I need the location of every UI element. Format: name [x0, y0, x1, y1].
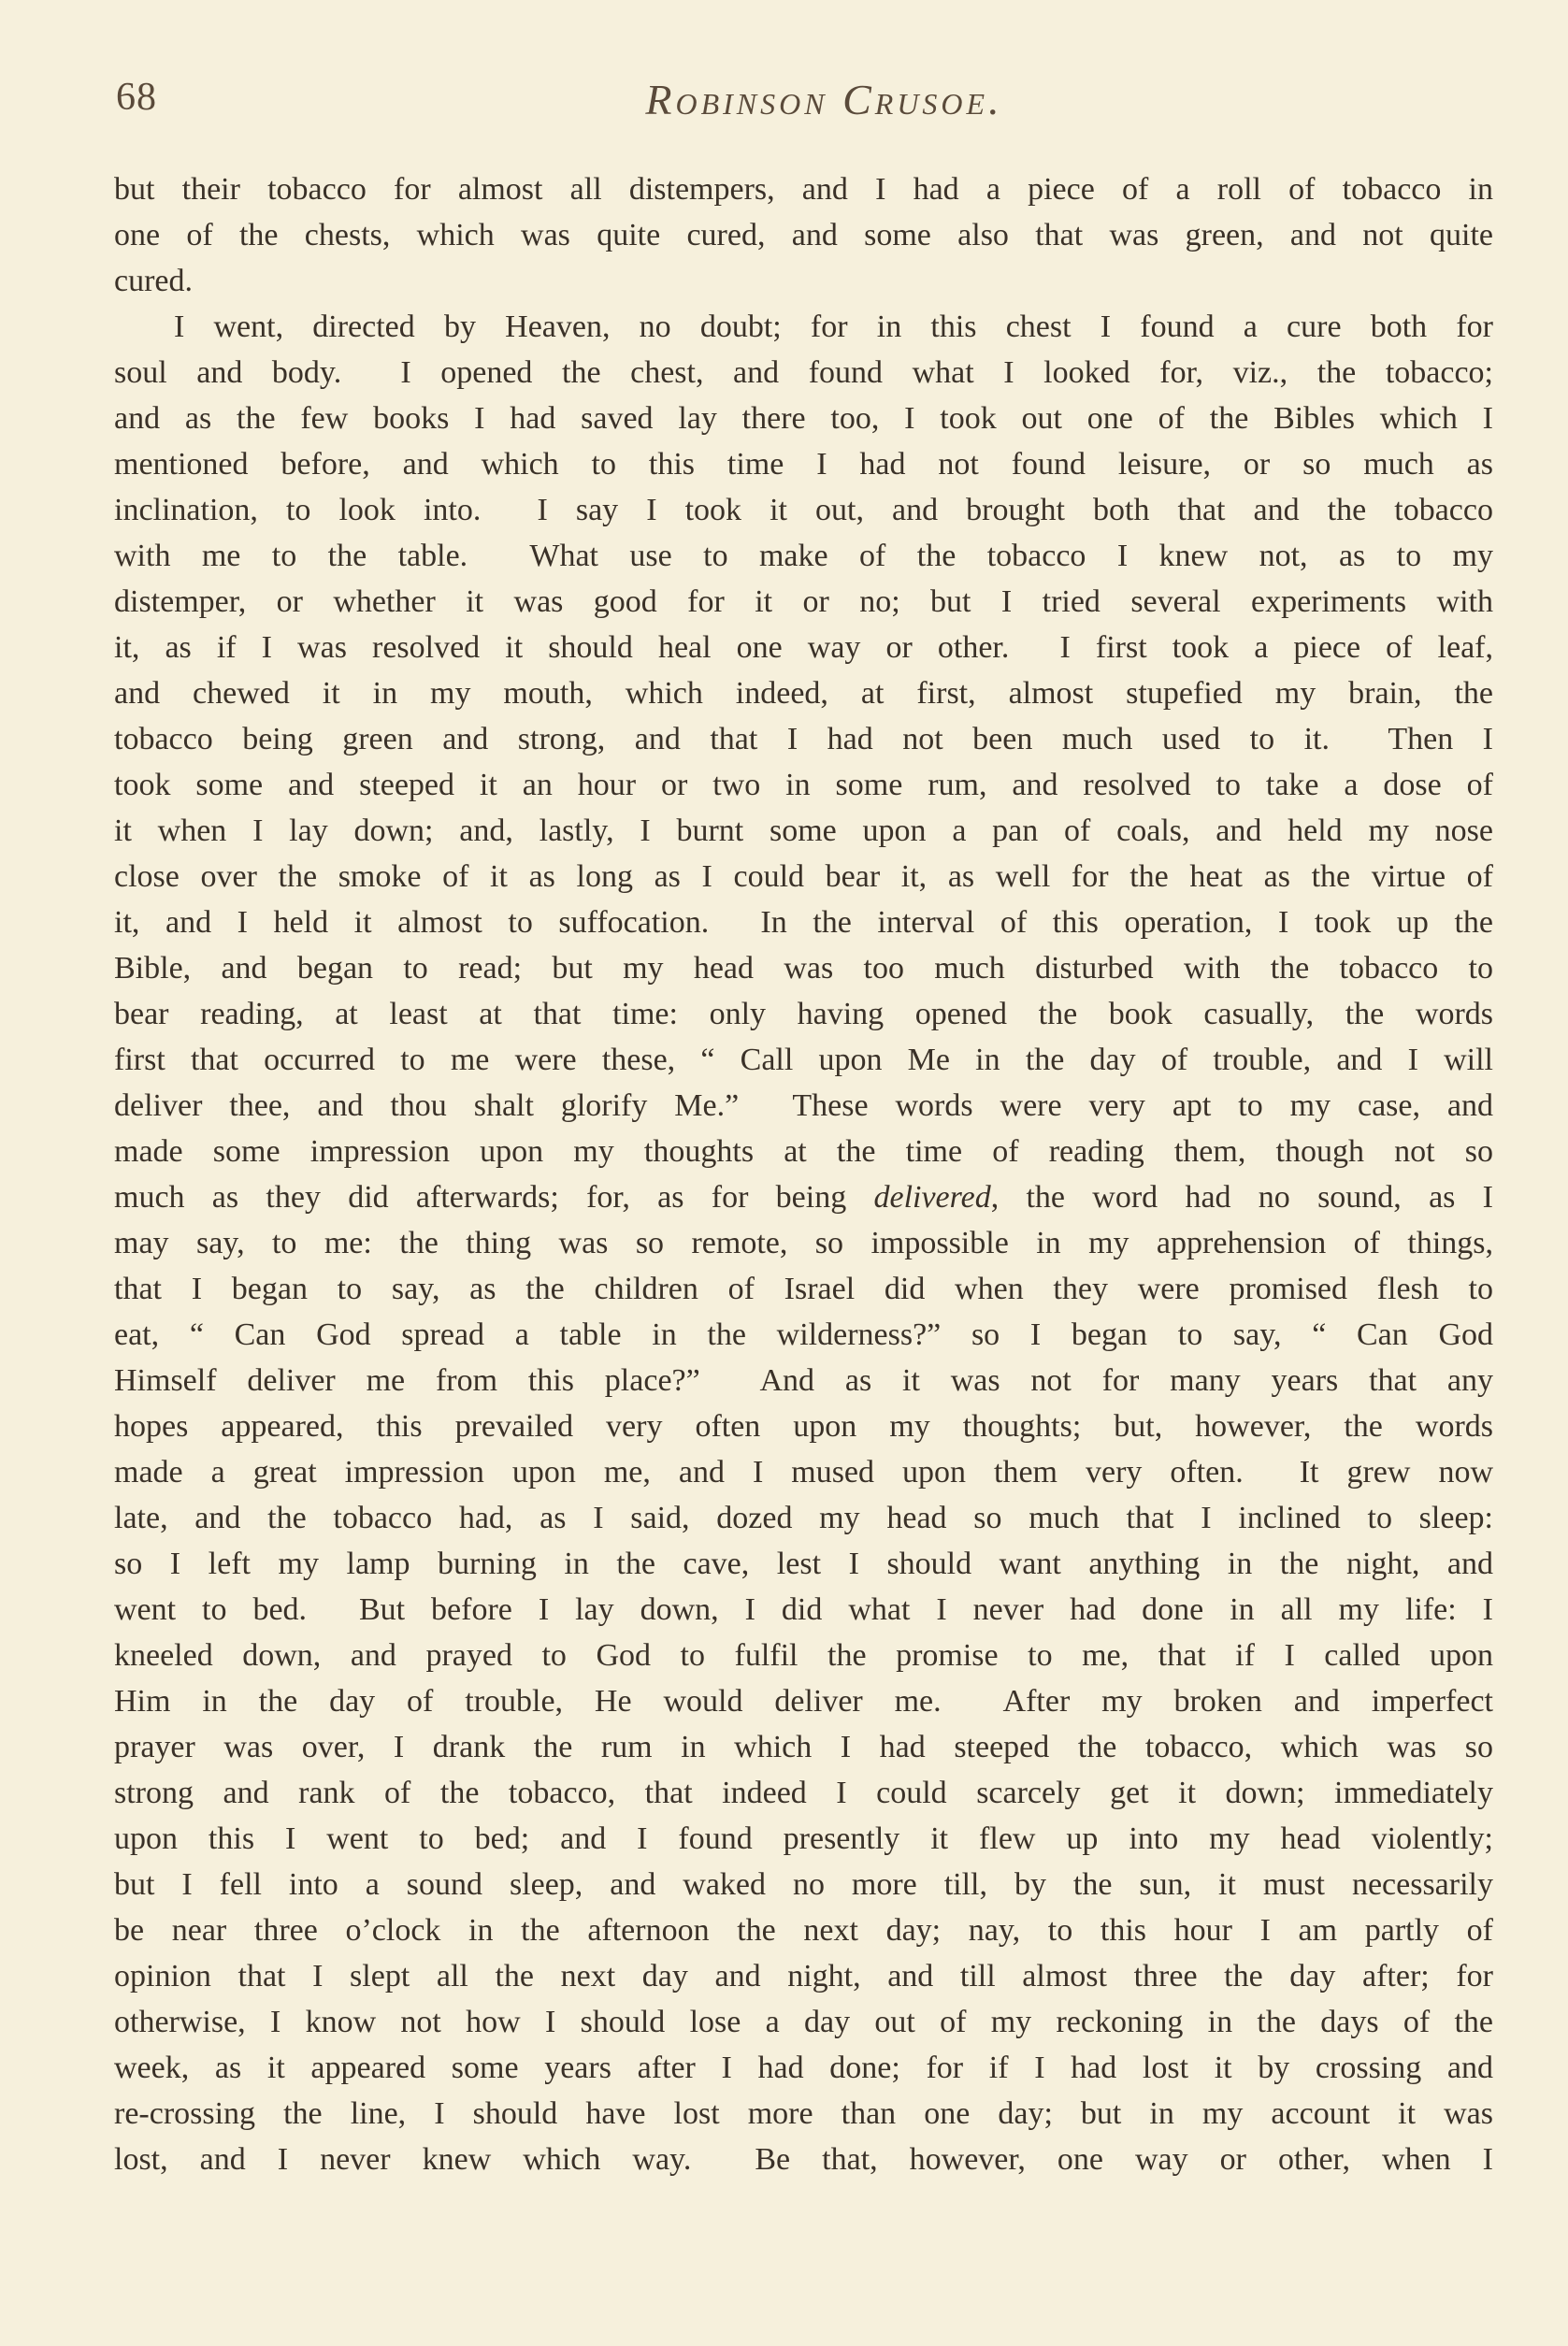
text-line: it, as if I was resolved it should heal one way or other. I first took a piece of leaf,: [114, 630, 1493, 665]
text-segment: , the word had no sound, as I: [990, 1180, 1493, 1215]
text-line: be near three o’clock in the afternoon the next day; nay, to this hour I am partly of: [114, 1913, 1493, 1948]
text-segment: much as they did afterwards; for, as for being: [114, 1180, 874, 1215]
text-line: distemper, or whether it was good for it or no; but I tried several experiments with: [114, 584, 1493, 619]
text-line: I went, directed by Heaven, no doubt; for in this chest I found a cure both for: [174, 309, 1493, 344]
text-line: close over the smoke of it as long as I could bear it, as well for the heat as the virtue of: [114, 859, 1493, 894]
italic-word: delivered: [873, 1180, 991, 1215]
text-line: went to bed. But before I lay down, I did what I never had done in all my life: I: [114, 1592, 1493, 1627]
text-line: Him in the day of trouble, He would deliver me. After my broken and imperfect: [114, 1684, 1493, 1719]
text-line: took some and steeped it an hour or two in some rum, and resolved to take a dose of: [114, 768, 1493, 802]
text-line: inclination, to look into. I say I took it out, and brought both that and the tobacco: [114, 493, 1493, 527]
text-line: eat, “ Can God spread a table in the wilderness?” so I began to say, “ Can God: [114, 1317, 1493, 1352]
text-line: made some impression upon my thoughts at the time of reading them, though not so: [114, 1134, 1493, 1169]
text-line: re-crossing the line, I should have lost more than one day; but in my account it was: [114, 2096, 1493, 2131]
text-line: that I began to say, as the children of Israel did when they were promised flesh to: [114, 1272, 1493, 1306]
text-line: strong and rank of the tobacco, that indeed I could scarcely get it down; immediately: [114, 1776, 1493, 1810]
text-line: upon this I went to bed; and I found presently it flew up into my head violently;: [114, 1821, 1493, 1856]
text-line: may say, to me: the thing was so remote, so impossible in my apprehension of things,: [114, 1226, 1493, 1260]
text-line: prayer was over, I drank the rum in which I had steeped the tobacco, which was so: [114, 1730, 1493, 1764]
text-line: cured.: [114, 264, 194, 298]
running-title: Robinson Crusoe.: [645, 76, 1003, 123]
text-line: it when I lay down; and, lastly, I burnt some upon a pan of coals, and held my nose: [114, 813, 1493, 848]
text-line: Himself deliver me from this place?” And as it was not for many years that any: [114, 1363, 1493, 1398]
text-line: lost, and I never knew which way. Be that, however, one way or other, when I: [114, 2142, 1493, 2177]
text-line: one of the chests, which was quite cured, and some also that was green, and not quite: [114, 218, 1493, 252]
text-line: deliver thee, and thou shalt glorify Me.” These words were very apt to my case, and: [114, 1088, 1493, 1123]
text-line: mentioned before, and which to this time I had not found leisure, or so much as: [114, 447, 1493, 482]
text-line: but I fell into a sound sleep, and waked no more till, by the sun, it must necessarily: [114, 1867, 1493, 1902]
text-line: so I left my lamp burning in the cave, lest I should want anything in the night, and: [114, 1547, 1493, 1581]
text-line: first that occurred to me were these, “ Call upon Me in the day of trouble, and I will: [114, 1043, 1493, 1077]
text-line: with me to the table. What use to make of the tobacco I knew not, as to my: [114, 539, 1493, 573]
text-line: opinion that I slept all the next day and night, and till almost three the day after; for: [114, 1959, 1493, 1993]
text-line: soul and body. I opened the chest, and found what I looked for, viz., the tobacco;: [114, 355, 1493, 390]
page-header: [116, 75, 1495, 140]
text-line: and chewed it in my mouth, which indeed, at first, almost stupefied my brain, the: [114, 676, 1493, 711]
text-line: tobacco being green and strong, and that I had not been much used to it. Then I: [114, 722, 1493, 756]
text-line: otherwise, I know not how I should lose a day out of my reckoning in the days of the: [114, 2005, 1493, 2039]
text-line: hopes appeared, this prevailed very often upon my thoughts; but, however, the words: [114, 1409, 1493, 1444]
body-text: [114, 166, 1493, 2182]
page-number: 68: [116, 76, 157, 119]
text-line: made a great impression upon me, and I mused upon them very often. It grew now: [114, 1455, 1493, 1490]
text-line: but their tobacco for almost all distempers, and I had a piece of a roll of tobacco in: [114, 172, 1493, 207]
text-line: bear reading, at least at that time: only having opened the book casually, the words: [114, 997, 1493, 1031]
text-line: it, and I held it almost to suffocation. In the interval of this operation, I took up the: [114, 905, 1493, 940]
text-line: [114, 1174, 1493, 1220]
text-line: week, as it appeared some years after I had done; for if I had lost it by crossing and: [114, 2051, 1493, 2085]
text-line: Bible, and began to read; but my head was too much disturbed with the tobacco to: [114, 951, 1493, 986]
text-line: kneeled down, and prayed to God to fulfil the promise to me, that if I called upon: [114, 1638, 1493, 1673]
text-line: and as the few books I had saved lay there too, I took out one of the Bibles which I: [114, 401, 1493, 436]
text-line: late, and the tobacco had, as I said, dozed my head so much that I inclined to sleep:: [114, 1501, 1493, 1535]
